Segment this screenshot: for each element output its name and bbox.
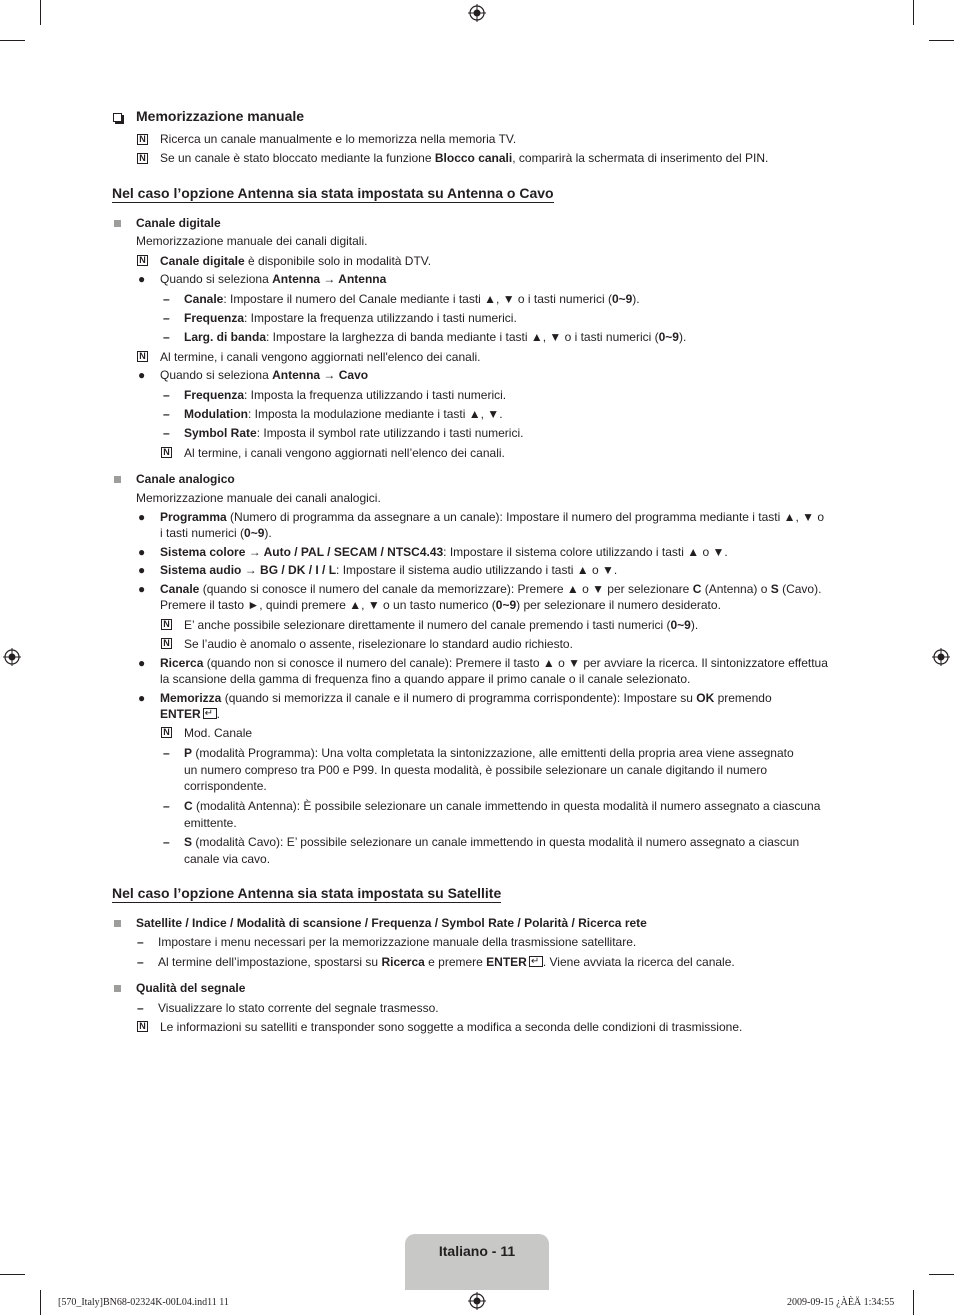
dash: – <box>163 330 170 344</box>
note-text: Le informazioni su satelliti e transponder sono soggette a modifica a seconda delle condizioni di trasmissione. <box>160 1020 743 1034</box>
sub-item: Impostare i menu necessari per la memorizzazione manuale della trasmissione satellitare. <box>158 935 637 949</box>
section-heading: Nel caso l’opzione Antenna sia stata impostata su Satellite <box>112 885 502 901</box>
sub-item-cont: emittente. <box>184 816 237 830</box>
registration-mark-icon <box>468 1292 486 1310</box>
bullet-text: Sistema colore → Auto / PAL / SECAM / NTSC4.43: Impostare il sistema colore utilizzando i tasti ▲ o ▼. <box>160 545 728 559</box>
bullet-text-cont: Premere il tasto ►, quindi premere ▲, ▼ o un tasto numerico (0~9) per selezionare il numero desiderato. <box>160 598 721 612</box>
item-desc: Memorizzazione manuale dei canali analogici. <box>136 491 381 505</box>
bullet-dot: ● <box>138 272 146 286</box>
square-bullet-icon <box>114 220 121 227</box>
dash: – <box>163 311 170 325</box>
note-text: Al termine, i canali vengono aggiornati nell'elenco dei canali. <box>160 350 481 364</box>
dash: – <box>163 407 170 421</box>
sub-item: Symbol Rate: Imposta il symbol rate utilizzando i tasti numerici. <box>184 426 524 440</box>
bullet-text: Canale (quando si conosce il numero del canale da memorizzare): Premere ▲ o ▼ per selezionare C (Antenna) o S (Cavo). <box>160 582 822 596</box>
crop-mark <box>913 0 914 25</box>
note-icon: N <box>137 1021 148 1032</box>
dash: – <box>163 292 170 306</box>
note-icon: N <box>161 447 172 458</box>
note-text: Mod. Canale <box>184 726 253 740</box>
note-icon: N <box>161 727 172 738</box>
note-icon: N <box>137 255 148 266</box>
registration-mark-icon <box>468 4 486 22</box>
bullet-dot: ● <box>138 510 146 524</box>
bullet-text-cont: i tasti numerici (0~9). <box>160 526 272 540</box>
dash: – <box>163 388 170 402</box>
note-icon: N <box>137 153 148 164</box>
note-text: Al termine, i canali vengono aggiornati nell’elenco dei canali. <box>184 446 505 460</box>
sub-item: Larg. di banda: Impostare la larghezza di banda mediante i tasti ▲, ▼ o i tasti numerici (0~9). <box>184 330 687 344</box>
dash: – <box>163 835 170 849</box>
square-bullet-icon <box>114 476 121 483</box>
crop-mark <box>929 40 954 41</box>
sub-item: Canale: Impostare il numero del Canale mediante i tasti ▲, ▼ o i tasti numerici (0~9). <box>184 292 640 306</box>
sub-item: P (modalità Programma): Una volta completata la sintonizzazione, alle emittenti della propria area viene assegnato <box>184 746 794 760</box>
bullet-text: Quando si seleziona Antenna → Cavo <box>160 368 369 382</box>
checkbox-bullet-icon <box>113 113 122 122</box>
dash: – <box>163 799 170 813</box>
note-icon: N <box>137 134 148 145</box>
bullet-dot: ● <box>138 563 146 577</box>
crop-mark <box>0 40 25 41</box>
bullet-text-cont: la scansione della gamma di frequenza fino a quando appare il primo canale o il canale selezionato. <box>160 672 691 686</box>
item-title: Canale digitale <box>136 216 221 230</box>
dash: – <box>137 955 144 969</box>
bullet-text: Programma (Numero di programma da assegnare a un canale): Impostare il numero del programma mediante i tasti ▲, ▼ o <box>160 510 825 524</box>
dash: – <box>163 746 170 760</box>
section-heading: Nel caso l’opzione Antenna sia stata impostata su Antenna o Cavo <box>112 185 554 201</box>
note-text: Se un canale è stato bloccato mediante la funzione Blocco canali, comparirà la schermata di inserimento del PIN. <box>160 151 769 165</box>
sub-item: Modulation: Imposta la modulazione mediante i tasti ▲, ▼. <box>184 407 503 421</box>
sub-item: S (modalità Cavo): E’ possibile selezionare un canale immettendo in questa modalità il numero assegnato a ciascun <box>184 835 800 849</box>
bullet-dot: ● <box>138 368 146 382</box>
crop-mark <box>40 0 41 25</box>
item-title: Satellite / Indice / Modalità di scansione / Frequenza / Symbol Rate / Polarità / Ricerca rete <box>136 916 647 930</box>
crop-mark <box>0 1274 25 1275</box>
imprint-right: 2009-09-15 ¿ÀÈÄ 1:34:55 <box>787 1297 895 1308</box>
bullet-dot: ● <box>138 545 146 559</box>
item-title: Canale analogico <box>136 472 235 486</box>
page-number: Italiano - 11 <box>438 1243 516 1259</box>
bullet-text-cont: ENTER↵ . <box>160 707 220 722</box>
registration-mark-icon <box>932 648 950 666</box>
note-icon: N <box>161 619 172 630</box>
dash: – <box>137 1001 144 1015</box>
bullet-dot: ● <box>138 656 146 670</box>
note-text: Se l’audio è anomalo o assente, riselezionare lo standard audio richiesto. <box>184 637 573 651</box>
sub-item: Visualizzare lo stato corrente del segnale trasmesso. <box>158 1001 439 1015</box>
enter-key-icon <box>529 956 543 967</box>
bullet-text: Quando si seleziona Antenna → Antenna <box>160 272 387 286</box>
bullet-dot: ● <box>138 582 146 596</box>
dash: – <box>137 935 144 949</box>
sub-item: Frequenza: Impostare la frequenza utilizzando i tasti numerici. <box>184 311 517 325</box>
note-text: E’ anche possibile selezionare direttamente il numero del canale premendo i tasti numerici (0~9). <box>184 618 699 632</box>
note-icon: N <box>137 351 148 362</box>
crop-mark <box>40 1290 41 1315</box>
registration-mark-icon <box>3 648 21 666</box>
item-title: Qualità del segnale <box>136 981 246 995</box>
item-desc: Memorizzazione manuale dei canali digitali. <box>136 234 368 248</box>
bullet-dot: ● <box>138 691 146 705</box>
note-text: Canale digitale è disponibile solo in modalità DTV. <box>160 254 432 268</box>
sub-item: Frequenza: Imposta la frequenza utilizzando i tasti numerici. <box>184 388 507 402</box>
sub-item-cont: un numero compreso tra P00 e P99. In questa modalità, è possibile selezionare un canale digitando il numero <box>184 763 768 777</box>
imprint-left: [570_Italy]BN68-02324K-00L04.ind11 11 <box>58 1297 229 1308</box>
bullet-text: Ricerca (quando non si conosce il numero del canale): Premere il tasto ▲ o ▼ per avviare la ricerca. Il sintonizzatore effettua <box>160 656 828 670</box>
sub-item-cont: corrispondente. <box>184 779 267 793</box>
sub-item-cont: canale via cavo. <box>184 852 271 866</box>
square-bullet-icon <box>114 920 121 927</box>
enter-key-icon <box>203 708 217 719</box>
sub-item: C (modalità Antenna): È possibile selezionare un canale immettendo in questa modalità il numero assegnato a ciascuna <box>184 799 821 813</box>
bullet-text: Memorizza (quando si memorizza il canale e il numero di programma corrispondente): Impostare su OK premendo <box>160 691 772 705</box>
subsection-title: Memorizzazione manuale <box>136 108 305 124</box>
dash: – <box>163 426 170 440</box>
note-text: Ricerca un canale manualmente e lo memorizza nella memoria TV. <box>160 132 517 146</box>
sub-item: Al termine dell’impostazione, spostarsi su Ricerca e premere ENTER↵ . Viene avviata la ricerca del canale. <box>158 955 735 970</box>
square-bullet-icon <box>114 985 121 992</box>
page-number-tab <box>405 1234 549 1290</box>
crop-mark <box>929 1274 954 1275</box>
crop-mark <box>913 1290 914 1315</box>
bullet-text: Sistema audio → BG / DK / I / L: Impostare il sistema audio utilizzando i tasti ▲ o ▼. <box>160 563 618 577</box>
note-icon: N <box>161 638 172 649</box>
